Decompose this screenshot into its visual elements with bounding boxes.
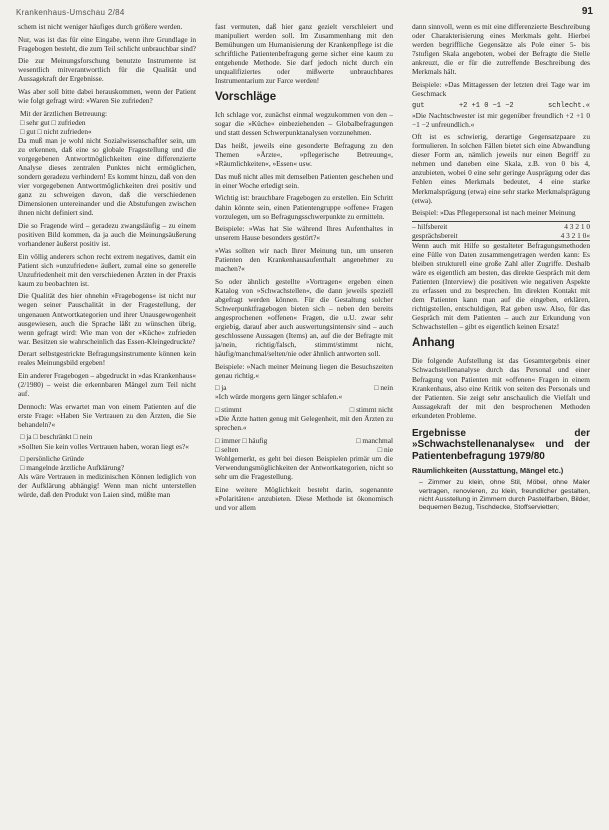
answer-left: □ stimmt <box>215 405 242 415</box>
answer-left: □ immer □ häufig <box>215 435 268 445</box>
answer-left: □ ja <box>215 383 227 393</box>
paragraph: fast vermuten, daß hier ganz gezielt verschleiert und manipuliert werden soll. Im Zusammenhang mit den Bemühungen um Humanisierung der Krankenpflege ist die schriftliche Patientenbefragung gerne sicher eine kaum zu entgehende Methode. Sie darf jedoch nicht durch ein unqualifiziertes oder mißwerte unbrauchbares Instrumentarium zur Farce werden! <box>215 22 393 86</box>
answer-row <box>215 405 393 414</box>
checkbox-option: □ sehr gut □ zufrieden <box>20 117 86 127</box>
scale-label-left: gut <box>412 101 425 110</box>
answer-right: □ stimmt nicht <box>349 405 393 415</box>
paragraph: Das heißt, jeweils eine gesonderte Befragung zu den Themen »Ärzte«, »pflegerische Betreuung«, »Räumlichkeiten«, »Essen« usw. <box>215 141 393 169</box>
results-heading: Ergebnisse der »Schwachstellenanalyse« und der Patientenbefragung 1979/80 <box>412 427 590 462</box>
answer-left: gesprächsbereit <box>412 230 458 240</box>
answer-left: – hilfsbereit <box>412 221 448 231</box>
page-header <box>16 6 593 20</box>
paragraph: Nur, was ist das für eine Eingabe, wenn ihre Grundlage in Fragebogen besteht, die zum Teil schlicht unbrauchbar sind? <box>18 34 196 53</box>
answer-left: □ selten <box>215 444 239 454</box>
checkbox-option: □ mangelnde ärztliche Aufklärung? <box>20 463 125 473</box>
paragraph: »Die Nachtschwester ist mir gegenüber freundlich +2 +1 0 −1 −2 unfreundlich.« <box>412 110 590 129</box>
paragraph: Da muß man je wohl nicht Sozialwissenschaftler sein, um zu erkennen, daß eine so globale Fragestellung und die vorgegebenen Antwortmöglichkeiten eine differenzierte Analyse dieses zentralen Punktes nicht ermöglichen, sondern geradezu verhindern! Es kommt hinzu, daß von den vier vorgegebenen Antwortmöglichkeiten drei positiv und ganz zu schweigen davon, daß die verschiedenen Dimensionen untereinander und die Abstufungen zwischen ihnen nicht definiert sind. <box>18 135 196 218</box>
answer-right: 4 3 2 1 0 <box>564 221 590 231</box>
text-column-middle <box>215 22 393 822</box>
answer-row <box>412 222 590 231</box>
paragraph: Die folgende Aufstellung ist das Gesamtergebnis einer Schwachstellenanalyse durch das Personal und einer Befragung von Patienten mit »offenen« Fragen in einem Krankenhaus, also eine Kritik von seiten des Personals und der Patienten. Sie zeigt sehr anschaulich die Vielfalt und Aussagekraft der mit den besprochenen Methoden erkundeten Probleme. <box>412 356 590 420</box>
text-column-right <box>412 22 590 822</box>
paragraph: Wenn auch mit Hilfe so gestalteter Befragungsmethoden eine Fülle von Daten zusammengetragen werden kann: Es bleiben strukturell eine große Zahl aller Zugriffe. Deshalb wäre es eigentlich am besten, das direkte Gespräch mit dem Patienten (Interview) die positiven wie negativen Aspekte zu erfassen und zu besprechen. Im direkten Kontakt mit dem Patienten kann man auf die eingeben, erklären, richtigstellen, entschuldigen, Rat geben usw. Also, für das Gespräch mit dem Patienten – auch zur Erkundung von Schwachstellen – gibt es eigentlich keinen Ersatz! <box>412 240 590 332</box>
checkbox-option: □ persönliche Gründe <box>20 454 84 464</box>
paragraph: »Ich würde morgens gern länger schlafen.« <box>215 392 343 402</box>
answer-row <box>215 445 393 454</box>
answer-right: □ nein <box>374 383 393 393</box>
paragraph: Beispiele: »Das Mittagessen der letzten drei Tage war im Geschmack <box>412 79 590 98</box>
paragraph: Als wäre Vertrauen in medizinischen Können lediglich von der Aufklärung abhängig! Wenn man nicht unterstellen würde, daß den Produkt von Laien sind, müßte man <box>18 472 196 500</box>
category-heading: Räumlichkeiten (Ausstattung, Mängel etc.) <box>412 466 564 476</box>
page-number: 91 <box>581 6 593 17</box>
answer-right: □ manchmal <box>356 435 393 445</box>
paragraph: Wichtig ist: brauchbare Fragebogen zu erstellen. Ein Schritt dahin könnte sein, einen Patientengruppe »offene« Fragen vorzulegen, um so Befragungsschwerpunkte zu ermitteln. <box>215 193 393 221</box>
scale-label-right: schlecht.« <box>547 101 590 110</box>
paragraph: schem ist nicht weniger häufiges durch größere werden. <box>18 22 183 31</box>
paragraph: Beispiele: »Nach meiner Meinung liegen die Besuchszeiten genau richtig.« <box>215 361 393 380</box>
paragraph: Wohlgemerkt, es geht bei diesen Beispielen primär um die Verwendungsmöglichkeiten der Antwortkategorien, nicht so sehr um die Fragestellung. <box>215 453 393 481</box>
section-heading: Vorschläge <box>215 91 277 104</box>
checkbox-option: □ gut □ nicht zufrieden« <box>20 126 92 136</box>
paragraph: »Was sollten wir nach Ihrer Meinung tun, um unseren Patienten den Krankenhausaufenthalt angenehmer zu machen?« <box>215 245 393 273</box>
paragraph: Beispiel: »Das Pflegepersonal ist nach meiner Meinung <box>412 208 576 218</box>
answer-row <box>215 436 393 445</box>
answer-row <box>215 383 393 392</box>
section-heading: Anhang <box>412 337 455 350</box>
answer-right: □ nie <box>377 444 393 454</box>
paragraph: Derart selbstgestrickte Befragungsinstrumente können kein reales Meinungsbild ergeben! <box>18 349 196 368</box>
rating-scale <box>412 102 590 111</box>
paragraph: Die so Fragende wird – geradezu zwangsläufig – zu einem positiven Bild kommen, da ja auch die Meinungsäußerung vorhandener äußerst positiv ist. <box>18 220 196 248</box>
paragraph: Ein völlig anderers schon recht extrem negatives, damit ein Patient sich »unzufrieden« äußert, zumal eine so generelle Unzufriedenheit mit den verschiedenen Ärzten in der Praxis kaum zu beobachten ist. <box>18 251 196 288</box>
paragraph: Die zur Meinungsforschung benutzte Instrumente ist wesentlich mitverantwortlich für die Qualität und Aussagekraft der Ergebnisse. <box>18 56 196 84</box>
running-header: Krankenhaus-Umschau 2/84 <box>16 8 125 17</box>
paragraph: So oder ähnlich gestellte »Vortragen« ergeben einen Katalog von »Schwachstellen«, die dann jeweils speziell abgefragt werden können. Für die Gestaltung solcher Schwerpunktfragebogen bieten sich – neben den bereits angesprochenen »offenen« Fragen, die u.U. zwar sehr ergiebig, darauf aber auch auswertungsintensiv sind – auch geschlossene Aussagen (Items) an, auf die der Befragte mit ja/nein, richtig/falsch, stimmt/stimmt nicht, häufig/manchmal/selten/nie oder ähnlich antworten soll. <box>215 276 393 359</box>
paragraph: Was aber soll bitte dabei herauskommen, wenn der Patient wie folgt gefragt wird: »Waren Sie zufrieden? <box>18 87 196 106</box>
text-column-left <box>18 22 196 822</box>
paragraph: Die Qualität des hier ohnehin »Fragebogens« ist nicht nur wegen seiner Pauschalität in der Fragestellung, der ungenauen Antwortkategorien und ihrer Unausgewogenheit ausgewiesen, auch die Sprache läßt zu wünschen übrig, wenn gefragt wird: Wie man von der »Küche« zufrieden war. Besitzen sie wahrscheinlich das Essen-Kleingedruckte? <box>18 291 196 346</box>
scale-numbers: +2 +1 0 −1 −2 <box>458 101 514 110</box>
answer-right: 4 3 2 1 0« <box>560 230 590 240</box>
paragraph: dann sinnvoll, wenn es mit eine differenzierte Beschreibung oder Charakterisierung eines Merkmals geht. Hierbei werden begriffliche Gegensätze als Pole einer 5- bis 7stufigen Skala angeboten, wobei der Befragte die Stelle ankreuzt, die er für die zutreffende Beschreibung des Merkmals hält. <box>412 22 590 77</box>
paragraph: »Sollten Sie kein volles Vertrauen haben, woran liegt es?« <box>18 441 189 451</box>
checkbox-option: Mit der ärztlichen Betreuung: <box>20 108 108 118</box>
paragraph: »Die Ärzte hatten genug mit Gelegenheit, mit den Ärzten zu sprechen.« <box>215 414 393 433</box>
paragraph: Ein anderer Fragebogen – abgedruckt in »das Krankenhaus« (2/1980) – weist die erkennbaren Mängel zum Teil nicht auf. <box>18 370 196 399</box>
paragraph: Eine weitere Möglichkeit besteht darin, sogenannte »Polaritäten« anzubieten. Diese Methode ist ökonomisch und vor allem <box>215 484 393 512</box>
checkbox-option: □ ja □ beschränkt □ nein <box>20 432 93 442</box>
answer-row <box>412 231 590 240</box>
paragraph: Das muß nicht alles mit demselben Patienten geschehen und in einer Woche erledigt sein. <box>215 171 393 190</box>
list-item: – Zimmer zu klein, ohne Stil, Möbel, ohne Maler vertragen, renovieren, zu klein, freundlicher gestalten, nicht Ausstellung in Zimmern durch Pastellfarben, Bilder, bequemen Bezug, Tischdecke, Stoffservietten; <box>419 479 590 512</box>
paragraph: Dennoch: Was erwartet man von einem Patienten auf die erste Frage: »Haben Sie Vertrauen zu den Ärzten, die Sie behandeln?« <box>18 401 196 429</box>
paragraph: Oft ist es schwierig, derartige Gegensatzpaare zu formulieren. In solchen Fällen bietet sich eine Abwandlung dieser Form an, nämlich jeweils nur einen Begriff zu nehmen und daneben eine Skala, z.B. von 0 bis 4, anzubieten, wobei 0 eine sehr geringe Ausprägung oder das Fehlen eines Merkmals bedeutet, 4 eine starke Merkmalsprägung (etwa) eine sehr starke Merkmalsprägung (etwa). <box>412 132 590 205</box>
paragraph: Beispiele: »Was hat Sie während Ihres Aufenthaltes in unserem Hause besonders gestört?« <box>215 224 393 243</box>
paragraph: Ich schlage vor, zunächst einmal wegzukommen von den – sogar die »Küche« einbeziehenden – Globalbefragungen und statt dessen Schwerpunktanalysen vorzunehmen. <box>215 110 393 138</box>
